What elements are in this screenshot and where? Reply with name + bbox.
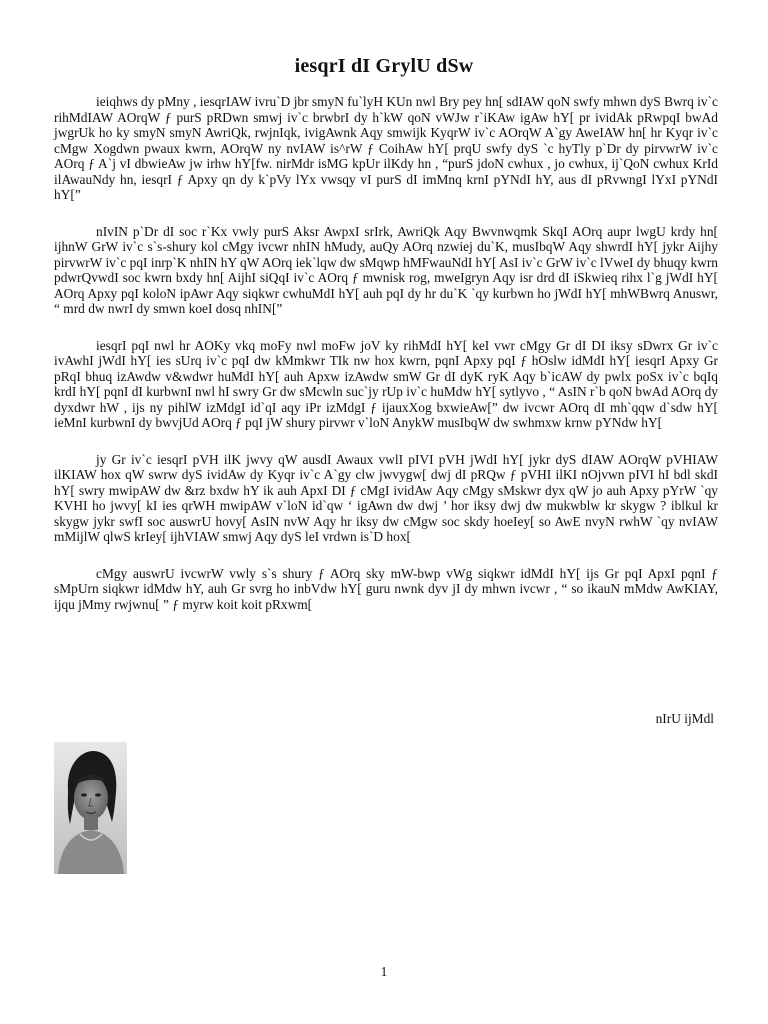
paragraph-4: jy Gr iv`c iesqrI pVH ilK jwvy qW ausdI Awaux vwlI pIVI pVH jWdI hY[ jykr dyS dIAW AOrqW pVHIAW ilKIAW hox qW swrw dyS ividAw dy Kyqr iv`c A`gy clw jwvygw[ dwj dI pRQw ƒ pVHI ilKI nOjvwn pIVI hI bdl skdI hY[ swry mwipAW dw &rz bxdw hY ik auh ApxI DI ƒ cMgI ividAw Aqy cMgy sMskwr dyx qW jo auh Apxy pYrW `qy KVHI ho jwvy[ kI ies qrWH mwipAW v`loN id`qw ‘ igAwn dw dwj ’ hor iksy dwj dw mukwblw kr skygw ? iblkul kr skygw jykr swfI soc auswrU hovy[ AsIN nvW Aqy hr iksy dw cMgw soc skdy hoeIey[ so AwE nvyN rwhW `qy nvIAW mMijlW qlwS krIey[ ijhVIAW smwj Aqy dyS leI vrdwn is`D hox[ — [54, 451, 718, 544]
portrait-image — [54, 742, 127, 874]
author-photo — [54, 742, 127, 874]
page-number: 1 — [380, 964, 388, 979]
article-body — [54, 94, 718, 633]
article-title: iesqrI dI GrylU dSw — [294, 55, 474, 77]
paragraph-1: ieiqhws dy pMny , iesqrIAW ivru`D jbr smyN fu`lyH KUn nwl Bry pey hn[ sdIAW qoN swfy mhwn dyS Bwrq iv`c rihMdIAW AOrqW ƒ purS pRDwn smwj iv`c brwbrI dy h`kW qoN vWJw r`iKAw igAw hY[ pr ividAk pRwpqI bwAd jwgrUk ho ky smyN smyN AwriQk, rwjnIqk, ivigAwnk Aqy smwijk KyqrW iv`c AOrqW A`gy AweIAW hn[ hr Kyqr iv`c cMgw Xogdwn pwaux kwrn, AOrqW ny nvIAW is^rW ƒ CoihAw hY[ prqU swfy dyS `c hyTly p`Dr dy pirvwrW iv`c AOrq ƒ A`j vI dbwieAw jw irhw hY[fw. nirMdr isMG kpUr ilKdy hn , “purS jdoN cwhux , jo cwhux, ij`QoN cwhux KrId ilAwauNdy hn, iesqrI ƒ Apxy qn dy k`pVy lYx vwsqy vI purS dI imMnq krnI pYNdI hY, aus dI pRvwngI lYxI pYNdI hY[” — [54, 94, 718, 202]
paragraph-2: nIvIN p`Dr dI soc r`Kx vwly purS Aksr AwpxI srIrk, AwriQk Aqy Bwvnwqmk SkqI AOrq aupr lwgU krdy hn[ ijhnW GrW iv`c s`s-shury kol cMgy ivcwr nhIN hMudy, auQy AOrq nzwiej du`K, musIbqW Aqy shwrdI hY[ jykr Aijhy pirvwrW iv`c pqI inrp`K nhIN hY qW AOrq iek`lqw dw sMqwp hMFwauNdI hY[ AsI iv`c GrW iv`c lVweI dy bhuqy kwrn pdwrQvwdI soc kwrn bxdy hn[ AijhI siQqI iv`c AOrq ƒ mwnisk rog, mweIgryn Aqy isr drd dI iSkwieq rihx l`g jWdI hY[ AOrq Apxy pqI koloN ipAwr Aqy siqkwr cwhuMdI hY[ auh pqI dy hr du`K `qy kurbwn ho jWdI hY[ mhWBwrq Anuswr, “ mrd dw nwrI dy smwn koeI dosq nhIN[” — [54, 223, 718, 316]
paragraph-5: cMgy auswrU ivcwrW vwly s`s shury ƒ AOrq sky mW-bwp vWg siqkwr idMdI hY[ ijs Gr pqI ApxI pqnI ƒ sMpUrn siqkwr idMdw hY, auh Gr svrg ho inbVdw hY[ guru nwnk dyv jI dy mhwn ivcwr , “ so ikauN mMdw AwKIAY, ijqu jMmy rwjwnu[ ” ƒ myrw koit koit pRxwm[ — [54, 565, 718, 612]
author-name: nIrU ijMdl — [655, 711, 714, 726]
paragraph-3: iesqrI pqI nwl hr AOKy vkq moFy nwl moFw joV ky rihMdI hY[ keI vwr cMgy Gr dI DI iksy sDwrx Gr iv`c ivAwhI jWdI hY[ ies sUrq iv`c pqI dw kMmkwr TIk nw hox kwrn, pqnI Apxy pqI ƒ hOslw idMdI hY[ iesqrI Apxy Gr pRqI bhuq izAwdw v&wdwr huMdI hY[ auh Apxw izAwdw smW Gr dI dyK ryK Aqy b`icAW dy pwlx poSx iv`c bqIq krdI hY[ pqnI dI kurbwnI nwl hI swry Gr dw sMcwln suc`jy rUp iv`c huMdw hY[ sytlyvo , “ AsIN r`b qoN bwAd AOrq dy dyxdwr hW , ijs ny pihlW izMdgI id`qI aqy iPr izMdgI ƒ ijauxXog bxwieAw[” dw ivcwr AOrq dI mh`qqw d`sdw hY[ ieMnI kurbwnI dy bwvjUd AOrq ƒ pqI jW shury pirvwr v`loN AnykW musIbqW dw swhmxw krnw pYNdw hY[ — [54, 337, 718, 430]
